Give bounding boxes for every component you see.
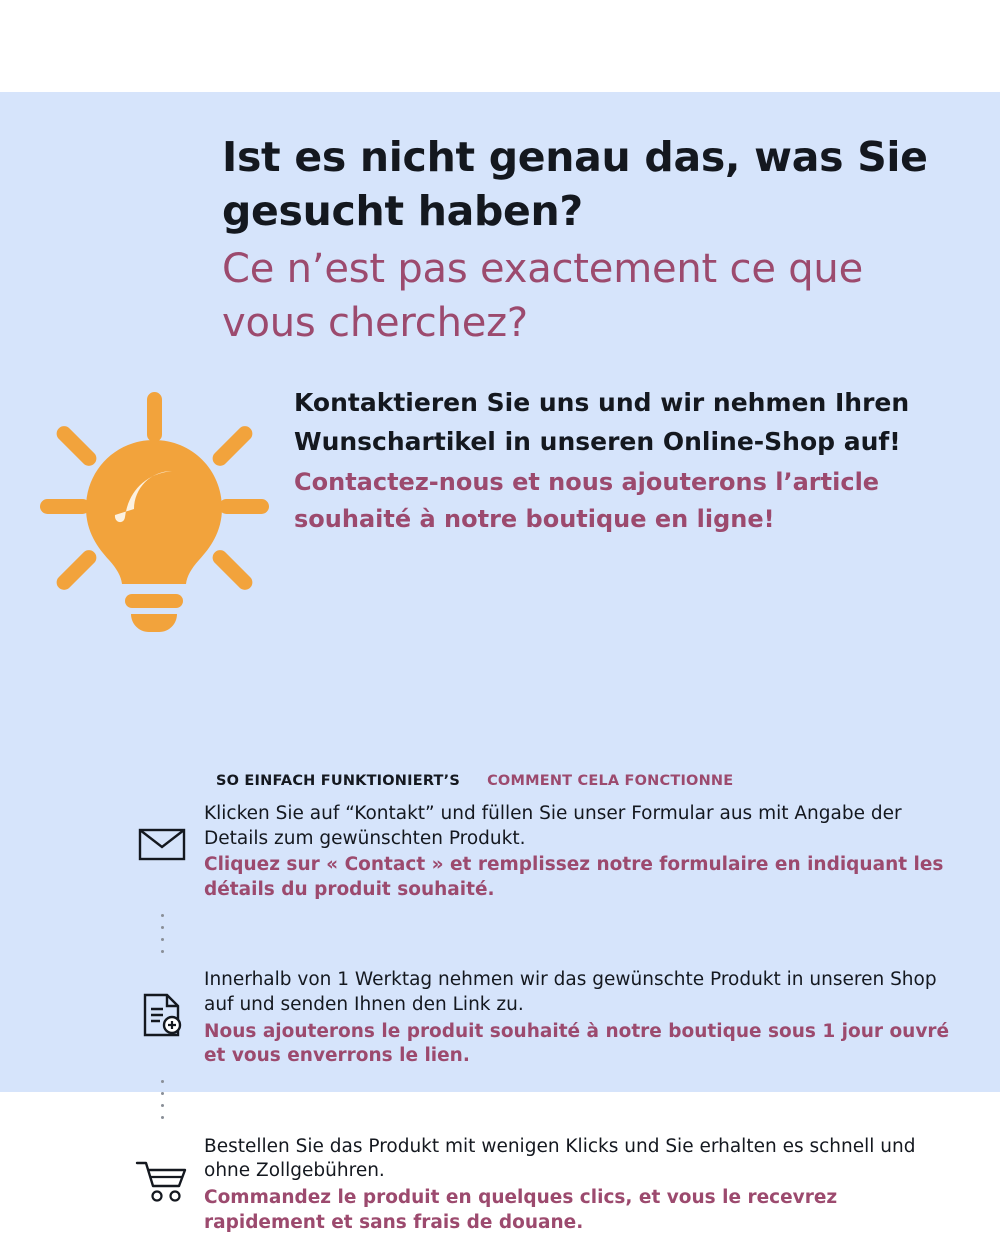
intro-german: Kontaktieren Sie uns und wir nehmen Ihren Wunschartikel in unseren Online-Shop auf! bbox=[294, 388, 910, 456]
step-french: Nous ajouterons le produit souhaité à notre boutique sous 1 jour ouvré et vous enverrons le lien. bbox=[204, 1020, 950, 1067]
step-item bbox=[120, 798, 950, 902]
step-icon-wrap bbox=[120, 1131, 204, 1203]
step-icon-wrap bbox=[120, 798, 204, 862]
promo-banner bbox=[0, 92, 1000, 1233]
headline-german: Ist es nicht genau das, was Sie gesucht haben? bbox=[222, 133, 928, 236]
connector-dot bbox=[161, 950, 164, 953]
section-heading bbox=[216, 770, 733, 789]
section-heading-french: COMMENT CELA FONCTIONNE bbox=[487, 773, 734, 789]
step-text bbox=[204, 964, 950, 1068]
lightbulb-illustration bbox=[30, 382, 275, 632]
steps-list bbox=[120, 798, 950, 1235]
step-german: Klicken Sie auf “Kontakt” und füllen Sie unser Formular aus mit Angabe der Details zum gewünschten Produkt. bbox=[204, 803, 902, 849]
step-text bbox=[204, 798, 950, 902]
section-heading-german: SO EINFACH FUNKTIONIERT’S bbox=[216, 773, 460, 789]
lightbulb-icon bbox=[30, 382, 275, 632]
step-text bbox=[204, 1131, 950, 1235]
shopping-cart-icon bbox=[135, 1159, 189, 1203]
intro-french: Contactez-nous et nous ajouterons l’article souhaité à notre boutique en ligne! bbox=[294, 467, 880, 534]
intro-block bbox=[294, 384, 914, 539]
headline-block bbox=[222, 130, 932, 350]
connector-dot bbox=[161, 926, 164, 929]
step-french: Cliquez sur « Contact » et remplissez notre formulaire en indiquant les détails du produit souhaité. bbox=[204, 854, 944, 900]
connector-dot bbox=[161, 1116, 164, 1119]
connector-dot bbox=[161, 914, 164, 917]
connector-dot bbox=[161, 1080, 164, 1083]
connector-dot bbox=[161, 1092, 164, 1095]
headline-french: Ce n’est pas exactement ce que vous cherchez? bbox=[222, 246, 863, 347]
step-connector bbox=[120, 902, 950, 964]
step-french: Commandez le produit en quelques clics, et vous le recevrez rapidement et sans frais de douane. bbox=[204, 1186, 838, 1233]
document-add-icon bbox=[140, 992, 184, 1038]
step-german: Innerhalb von 1 Werktag nehmen wir das gewünschte Produkt in unseren Shop auf und senden Ihnen den Link zu. bbox=[204, 969, 937, 1015]
connector-dot bbox=[161, 938, 164, 941]
envelope-icon bbox=[138, 826, 186, 862]
step-german: Bestellen Sie das Produkt mit wenigen Klicks und Sie erhalten es schnell und ohne Zollgebühren. bbox=[204, 1135, 916, 1182]
step-item bbox=[120, 1131, 950, 1235]
step-icon-wrap bbox=[120, 964, 204, 1038]
connector-dot bbox=[161, 1104, 164, 1107]
step-item bbox=[120, 964, 950, 1068]
step-connector bbox=[120, 1069, 950, 1131]
